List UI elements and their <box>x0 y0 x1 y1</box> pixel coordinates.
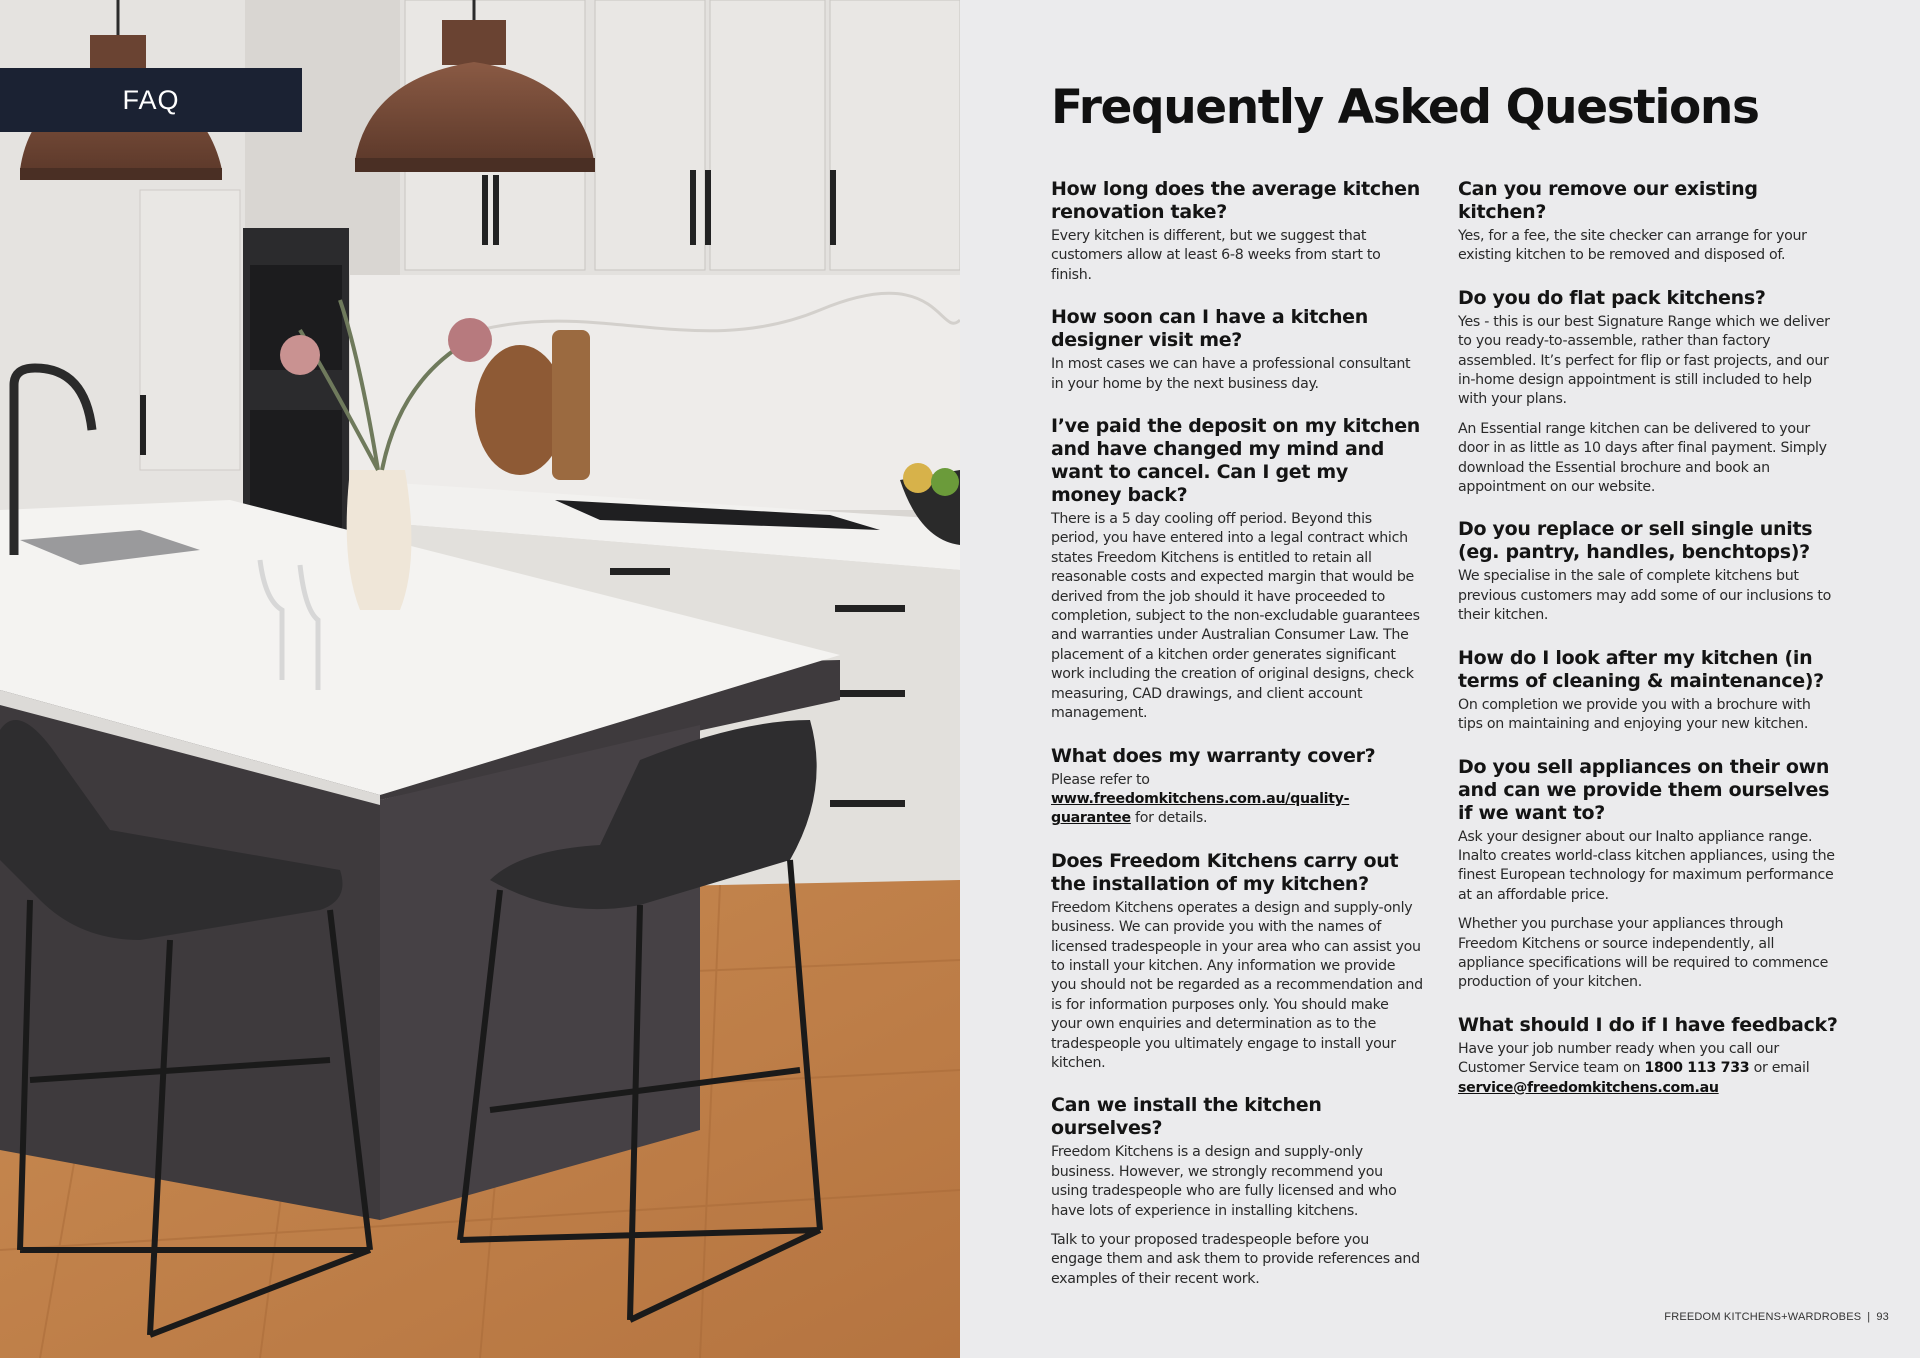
faq-question: How do I look after my kitchen (in terms of cleaning & maintenance)? <box>1458 646 1824 692</box>
faq-item <box>1458 756 1838 993</box>
faq-answer: Freedom Kitchens is a design and supply-only business. However, we strongly recommend you using tradespeople who are fully licensed and who have lots of experience in installing kitchens. <box>1051 1144 1397 1219</box>
email-link[interactable]: service@freedomkitchens.com.au <box>1458 1079 1719 1096</box>
faq-answer: Freedom Kitchens operates a design and supply-only business. We can provide you with the names of licensed tradespeople in your area who can assist you to install your kitchen. Any information we provide you should not be regarded as a recommendation and is for information purposes only. You should make your own enquiries and determination as to the tradespeople you ultimately engage to install your kitchen. <box>1051 899 1423 1071</box>
faq-answer: An Essential range kitchen can be delivered to your door in as little as 10 days after final payment. Simply download the Essential brochure and book an appointment on our website. <box>1458 420 1827 496</box>
answer-text: or email <box>1749 1060 1810 1077</box>
faq-answer <box>1458 1040 1838 1098</box>
faq-item <box>1458 178 1838 266</box>
faq-answer: In most cases we can have a professional consultant in your home by the next business day. <box>1051 356 1411 392</box>
faq-answer <box>1051 771 1423 829</box>
phone-number: 1800 113 733 <box>1644 1060 1750 1077</box>
faq-answer: On completion we provide you with a brochure with tips on maintaining and enjoying your new kitchen. <box>1458 696 1811 733</box>
faq-column-left <box>1051 178 1423 1310</box>
answer-text: for details. <box>1130 810 1208 827</box>
page-title: Frequently Asked Questions <box>1051 80 1759 135</box>
faq-question: How long does the average kitchen renovation take? <box>1051 178 1420 223</box>
faq-answer: Yes - this is our best Signature Range which we deliver to you ready-to-assemble, rather than factory assembled. It’s perfect for flip or fast projects, and our in-home design appointment is still included to help with your plans. <box>1458 313 1830 408</box>
faq-item <box>1051 415 1423 723</box>
faq-question: Do you replace or sell single units (eg. pantry, handles, benchtops)? <box>1458 518 1813 564</box>
faq-answer: Yes, for a fee, the site checker can arrange for your existing kitchen to be removed and disposed of. <box>1458 228 1807 264</box>
faq-item <box>1051 306 1423 394</box>
faq-item <box>1051 1094 1423 1289</box>
faq-answer: There is a 5 day cooling off period. Beyond this period, you have entered into a legal contract which states Freedom Kitchens is entitled to retain all reasonable costs and expected margin that would be derived from the job should it have proceeded to completion, subject to the non-excludable guarantees and warranties under Australian Consumer Law. The placement of a kitchen order generates significant work including the creation of original designs, check measuring, CAD drawings, and client account management. <box>1051 511 1420 722</box>
faq-answer: Ask your designer about our Inalto appliance range. Inalto creates world-class kitchen appliances, using the finest European technology for maximum performance at an affordable price. <box>1458 828 1835 903</box>
faq-question: What does my warranty cover? <box>1051 744 1376 767</box>
warranty-link[interactable]: www.freedomkitchens.com.au/quality-guarantee <box>1051 790 1350 827</box>
faq-question: I’ve paid the deposit on my kitchen and have changed my mind and want to cancel. Can I get my money back? <box>1051 415 1421 507</box>
faq-question: Do you do flat pack kitchens? <box>1458 286 1766 309</box>
faq-item <box>1051 850 1423 1074</box>
faq-question: What should I do if I have feedback? <box>1458 1013 1838 1036</box>
faq-question: Does Freedom Kitchens carry out the installation of my kitchen? <box>1051 849 1399 895</box>
faq-question: Can we install the kitchen ourselves? <box>1051 1094 1322 1140</box>
faq-item <box>1458 647 1838 735</box>
faq-answer: We specialise in the sale of complete kitchens but previous customers may add some of our inclusions to their kitchen. <box>1458 568 1832 624</box>
faq-text-panel <box>960 0 1920 1358</box>
faq-item <box>1051 178 1423 285</box>
footer-separator: | <box>1867 1311 1871 1323</box>
faq-answer: Every kitchen is different, but we suggest that customers allow at least 6-8 weeks from start to finish. <box>1051 228 1381 283</box>
faq-tab-label: FAQ <box>122 84 180 115</box>
faq-answer: Talk to your proposed tradespeople before you engage them and ask them to provide references and examples of their recent work. <box>1051 1232 1420 1287</box>
faq-item <box>1458 1014 1838 1098</box>
footer-brand: FREEDOM KITCHENS+WARDROBES <box>1664 1311 1862 1323</box>
faq-question: Can you remove our existing kitchen? <box>1458 178 1758 223</box>
faq-section-tab <box>0 68 302 132</box>
faq-column-right <box>1458 178 1838 1119</box>
faq-item <box>1051 745 1423 829</box>
faq-item <box>1458 287 1838 498</box>
faq-answer: Whether you purchase your appliances through Freedom Kitchens or source independently, all appliance specifications will be required to commence production of your kitchen. <box>1458 916 1829 991</box>
answer-text: Please refer to <box>1051 771 1150 788</box>
faq-item <box>1458 518 1838 625</box>
faq-question: Do you sell appliances on their own and can we provide them ourselves if we want to? <box>1458 755 1830 824</box>
answer-text: Have your job number ready when you call our Customer Service team on <box>1458 1040 1779 1077</box>
page-footer <box>1664 1311 1889 1323</box>
page-number: 93 <box>1876 1311 1889 1323</box>
faq-question: How soon can I have a kitchen designer visit me? <box>1051 306 1368 352</box>
